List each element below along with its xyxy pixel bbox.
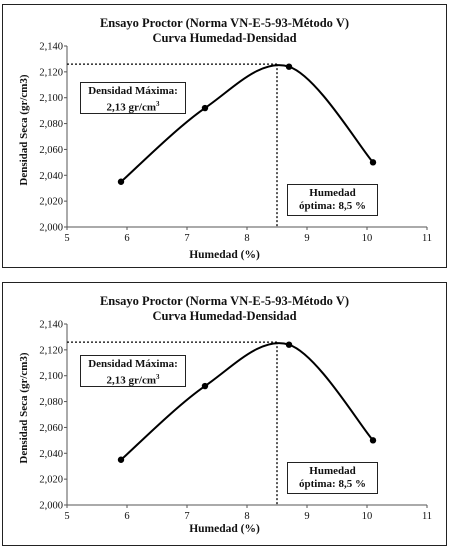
y-tick-label: 2,120 <box>39 345 63 357</box>
y-tick-label: 2,120 <box>39 67 63 79</box>
x-tick-label: 7 <box>184 233 190 244</box>
x-tick-label: 10 <box>361 511 373 522</box>
max-density-label: Densidad Máxima: <box>88 358 178 370</box>
y-tick-label: 2,100 <box>39 93 63 105</box>
optimal-moisture-label: Humedad <box>309 465 356 477</box>
chart-title-line2: Curva Humedad-Densidad <box>152 31 297 45</box>
y-tick-label: 2,140 <box>39 319 63 331</box>
x-tick-label: 5 <box>64 233 70 244</box>
chart-title-line1: Ensayo Proctor (Norma VN-E-5-93-Método V) <box>99 294 350 308</box>
optimal-moisture-box <box>287 184 378 216</box>
x-axis-label: Humedad (%) <box>189 523 260 535</box>
chart-plot-2 <box>3 283 448 547</box>
x-axis-label: Humedad (%) <box>189 249 260 261</box>
data-point <box>202 105 208 111</box>
y-tick-label: 2,140 <box>39 41 63 53</box>
x-tick-label: 8 <box>244 511 250 522</box>
y-tick-label: 2,020 <box>39 474 63 486</box>
y-tick-label: 2,080 <box>39 397 63 409</box>
y-tick-label: 2,020 <box>39 196 63 208</box>
x-tick-label: 7 <box>184 511 190 522</box>
x-tick-label: 6 <box>124 233 130 244</box>
x-tick-label: 8 <box>244 233 250 244</box>
data-point <box>118 457 124 463</box>
x-tick-label: 6 <box>124 511 130 522</box>
optimal-moisture-value: óptima: 8,5 % <box>299 200 366 212</box>
max-density-label: Densidad Máxima: <box>88 85 178 97</box>
max-density-box <box>80 82 186 114</box>
y-tick-label: 2,100 <box>39 371 63 383</box>
data-point <box>286 63 292 69</box>
max-density-box <box>80 355 186 387</box>
y-tick-label: 2,000 <box>39 500 63 512</box>
data-point <box>202 383 208 389</box>
y-tick-label: 2,000 <box>39 222 63 234</box>
chart-panel-2 <box>2 282 447 546</box>
chart-plot-1 <box>3 5 448 269</box>
y-tick-label: 2,040 <box>39 170 63 182</box>
data-point <box>286 341 292 347</box>
y-axis-label: Densidad Seca (gr/cm3) <box>18 352 30 464</box>
x-tick-label: 11 <box>421 233 433 244</box>
y-tick-label: 2,040 <box>39 448 63 460</box>
y-tick-label: 2,080 <box>39 119 63 131</box>
data-point <box>370 437 376 443</box>
chart-title-line1: Ensayo Proctor (Norma VN-E-5-93-Método V) <box>99 16 350 30</box>
data-point <box>370 159 376 165</box>
y-tick-label: 2,060 <box>39 144 63 156</box>
x-tick-label: 5 <box>64 511 70 522</box>
optimal-moisture-value: óptima: 8,5 % <box>299 478 366 490</box>
x-tick-label: 10 <box>361 233 373 244</box>
optimal-moisture-label: Humedad <box>309 187 356 199</box>
y-tick-label: 2,060 <box>39 422 63 434</box>
y-axis-label: Densidad Seca (gr/cm3) <box>18 74 30 186</box>
max-density-value: 2,13 $gr/cm^3$ <box>106 100 160 114</box>
x-tick-label: 9 <box>304 233 310 244</box>
x-tick-label: 11 <box>421 511 433 522</box>
chart-panel-1 <box>2 4 447 268</box>
max-density-value: 2,13 $gr/cm^3$ <box>106 373 160 387</box>
optimal-moisture-box <box>287 462 378 494</box>
chart-title-line2: Curva Humedad-Densidad <box>152 309 297 323</box>
x-tick-label: 9 <box>304 511 310 522</box>
data-point <box>118 179 124 185</box>
